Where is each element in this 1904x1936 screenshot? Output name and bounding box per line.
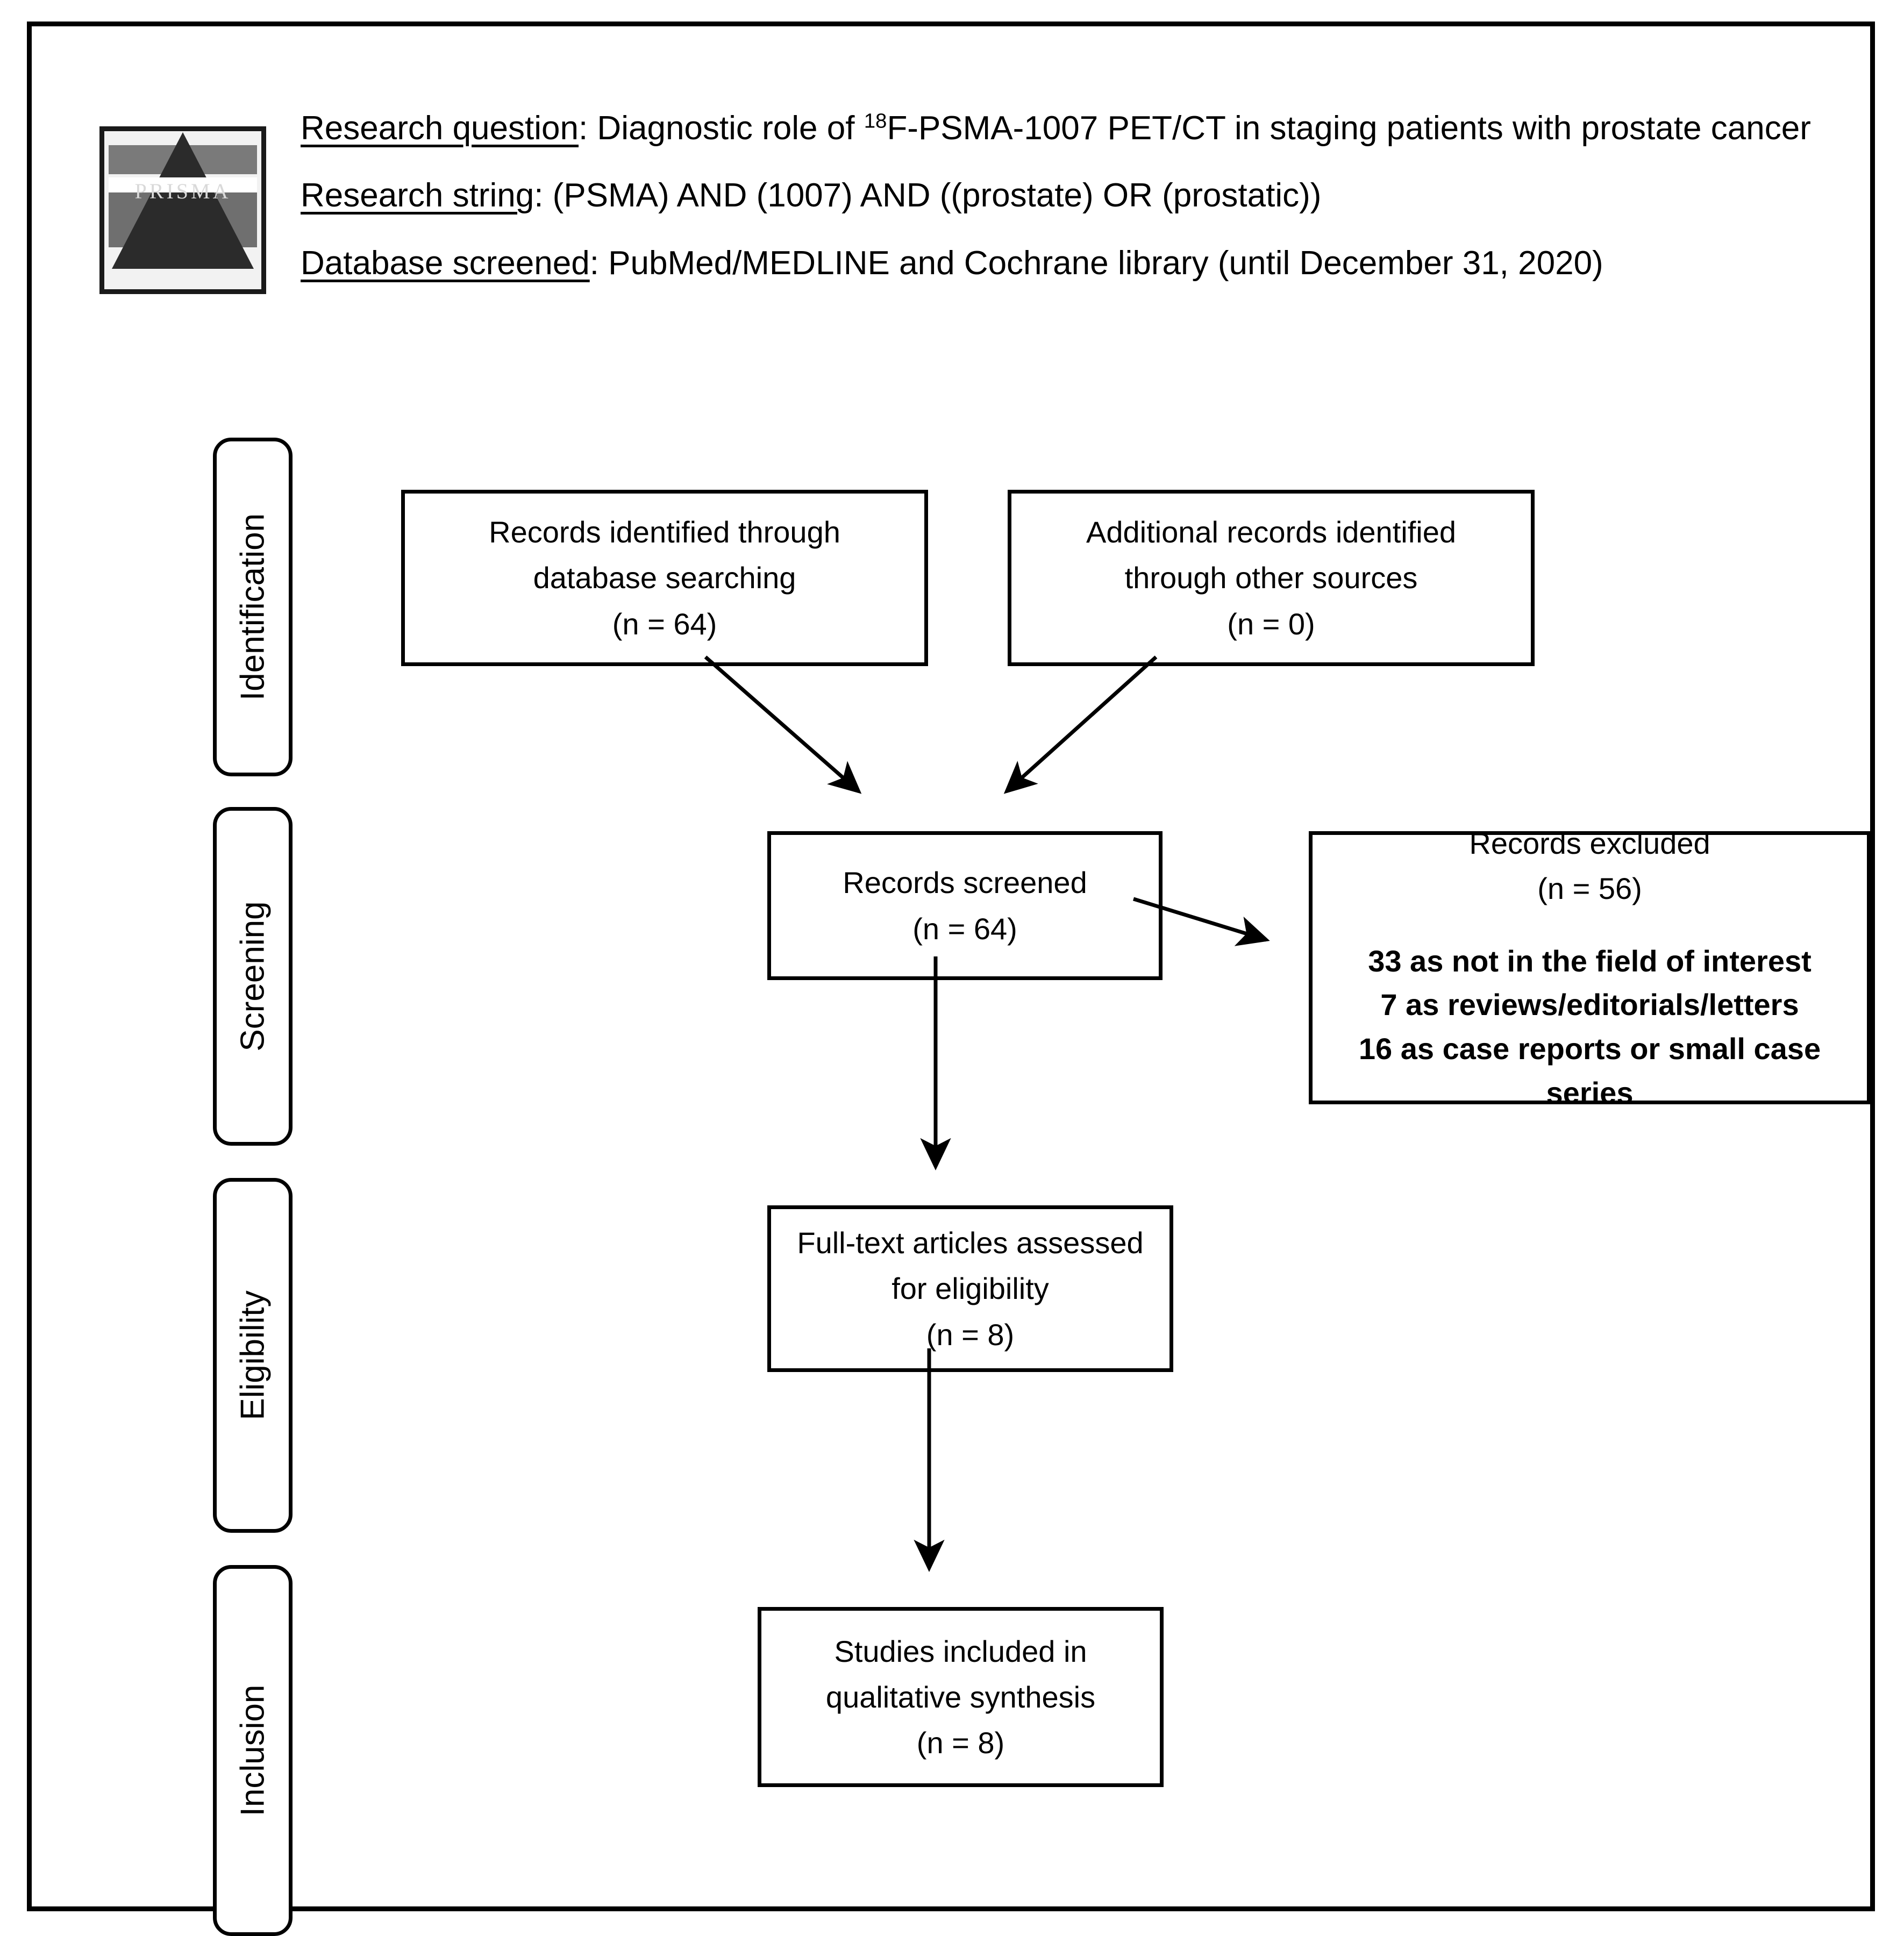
box-line-1: Studies included in: [834, 1634, 1087, 1668]
exclusion-reason-2: 7 as reviews/editorials/letters: [1380, 988, 1799, 1022]
research-question-line: [301, 107, 1817, 149]
box-line-2: qualitative synthesis: [825, 1680, 1096, 1714]
box-line-2: through other sources: [1124, 561, 1418, 595]
research-question-separator: : Diagnostic role of: [578, 110, 864, 147]
stage-label-screening: Screening: [234, 901, 272, 1052]
database-screened-line: [301, 242, 1817, 284]
stage-pill-inclusion: [213, 1565, 293, 1936]
box-line-2: for eligibility: [892, 1271, 1049, 1306]
box-line-1: Records identified through: [489, 515, 840, 549]
flow-box-fulltext-articles-assessed: [767, 1205, 1173, 1372]
box-line-2: database searching: [533, 561, 796, 595]
box-line-1: Additional records identified: [1086, 515, 1456, 549]
database-screened-value: : PubMed/MEDLINE and Cochrane library (until December 31, 2020): [589, 244, 1603, 282]
flow-box-additional-records-other-sources: [1008, 490, 1535, 666]
flow-box-records-identified-database: [401, 490, 928, 666]
research-question-value: F-PSMA-1007 PET/CT in staging patients with prostate cancer: [887, 110, 1811, 147]
flow-box-studies-included-qualitative: [758, 1607, 1164, 1787]
database-screened-label: Database screened: [301, 244, 590, 282]
box-count: (n = 0): [1227, 606, 1315, 641]
header-text-block: [301, 107, 1817, 309]
stage-pill-identification: [213, 438, 293, 776]
stage-label-identification: Identification: [234, 513, 272, 701]
research-string-line: [301, 174, 1817, 217]
flow-box-records-screened: [767, 831, 1163, 980]
logo-text: PRISMA: [134, 179, 231, 203]
box-line-1: Records excluded: [1469, 826, 1710, 860]
stage-label-inclusion: Inclusion: [234, 1684, 272, 1817]
box-count: (n = 8): [916, 1726, 1005, 1760]
box-line-1: Full-text articles assessed: [797, 1226, 1144, 1260]
research-question-label: Research question: [301, 110, 579, 147]
flow-box-records-excluded: [1309, 826, 1871, 1110]
box-count: (n = 64): [912, 911, 1017, 946]
exclusion-reason-3: 16 as case reports or small case series: [1358, 1032, 1821, 1110]
box-line-1: Records screened: [843, 866, 1087, 900]
box-count: (n = 56): [1537, 871, 1642, 905]
research-string-value: : (PSMA) AND (1007) AND ((prostate) OR (prostatic)): [534, 177, 1322, 215]
diagram-outer-border: [27, 22, 1875, 1911]
stage-pill-screening: [213, 807, 293, 1146]
research-string-label: Research string: [301, 177, 534, 215]
box-count: (n = 8): [926, 1317, 1015, 1352]
isotope-superscript: 18: [864, 109, 887, 133]
prisma-logo: [99, 126, 266, 294]
box-count: (n = 64): [612, 606, 717, 641]
stage-pill-eligibility: [213, 1178, 293, 1533]
exclusion-reason-1: 33 as not in the field of interest: [1368, 944, 1812, 978]
stage-label-eligibility: Eligibility: [234, 1290, 272, 1420]
